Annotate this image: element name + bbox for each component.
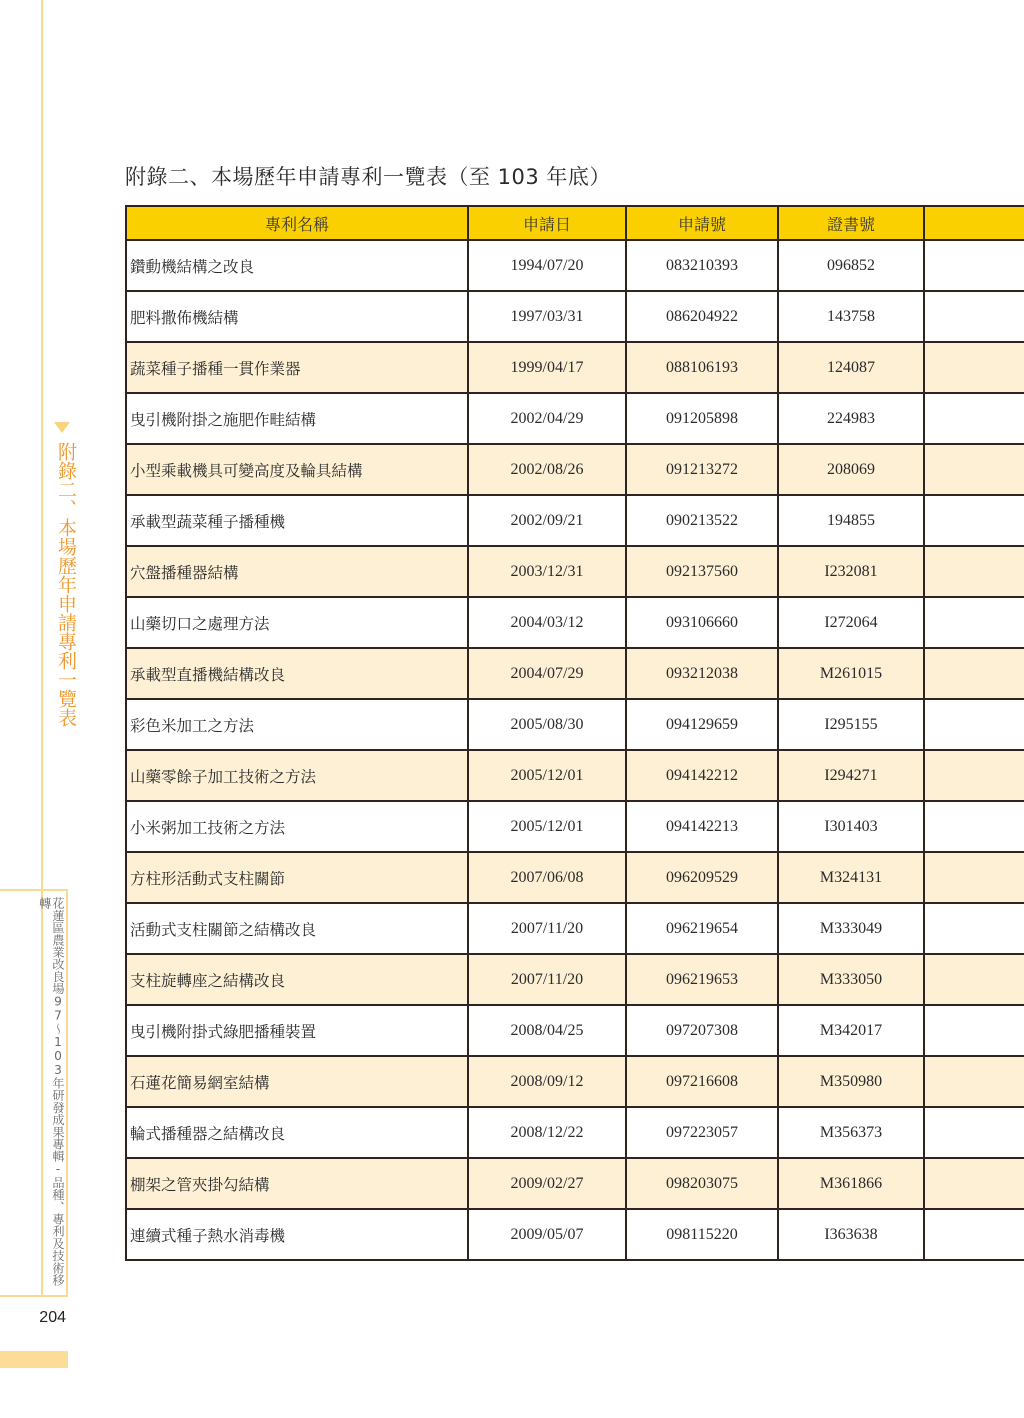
filing-date-cell: 1999/04/17 <box>468 342 626 393</box>
table-row <box>126 444 1024 495</box>
patent-name-cell: 活動式支柱關節之結構改良 <box>126 903 468 954</box>
application-number-cell: 098203075 <box>626 1158 778 1209</box>
filing-date-cell: 2009/02/27 <box>468 1158 626 1209</box>
certificate-number-cell: I301403 <box>778 801 924 852</box>
application-number-cell: 083210393 <box>626 240 778 291</box>
certificate-number-cell: I295155 <box>778 699 924 750</box>
application-number-cell: 094142213 <box>626 801 778 852</box>
chapter-side-label: 附錄二、本場歷年申請專利一覽表 <box>55 442 77 727</box>
patent-name-cell: 山藥切口之處理方法 <box>126 597 468 648</box>
certificate-number-cell: 096852 <box>778 240 924 291</box>
certificate-number-cell: M261015 <box>778 648 924 699</box>
filing-date-cell: 1997/03/31 <box>468 291 626 342</box>
extra-cell <box>924 648 1024 699</box>
application-number-cell: 093106660 <box>626 597 778 648</box>
table-row <box>126 342 1024 393</box>
certificate-number-cell: M361866 <box>778 1158 924 1209</box>
column-header-certificate-number: 證書號 <box>778 206 924 240</box>
extra-cell <box>924 393 1024 444</box>
patent-name-cell: 方柱形活動式支柱關節 <box>126 852 468 903</box>
application-number-cell: 096219654 <box>626 903 778 954</box>
patent-name-cell: 石蓮花簡易網室結構 <box>126 1056 468 1107</box>
patent-name-cell: 肥料撒佈機結構 <box>126 291 468 342</box>
filing-date-cell: 2004/03/12 <box>468 597 626 648</box>
certificate-number-cell: 224983 <box>778 393 924 444</box>
table-row <box>126 240 1024 291</box>
filing-date-cell: 2002/08/26 <box>468 444 626 495</box>
application-number-cell: 086204922 <box>626 291 778 342</box>
application-number-cell: 097216608 <box>626 1056 778 1107</box>
filing-date-cell: 2002/04/29 <box>468 393 626 444</box>
patent-name-cell: 穴盤播種器結構 <box>126 546 468 597</box>
application-number-cell: 096219653 <box>626 954 778 1005</box>
table-row <box>126 750 1024 801</box>
certificate-number-cell: M333049 <box>778 903 924 954</box>
table-header-row <box>126 206 1024 240</box>
certificate-number-cell: I294271 <box>778 750 924 801</box>
extra-cell <box>924 1056 1024 1107</box>
filing-date-cell: 2005/12/01 <box>468 750 626 801</box>
certificate-number-cell: I272064 <box>778 597 924 648</box>
extra-cell <box>924 954 1024 1005</box>
extra-cell <box>924 291 1024 342</box>
filing-date-cell: 2009/05/07 <box>468 1209 626 1260</box>
patent-name-cell: 小型乘載機具可變高度及輪具結構 <box>126 444 468 495</box>
filing-date-cell: 2007/06/08 <box>468 852 626 903</box>
application-number-cell: 091213272 <box>626 444 778 495</box>
table-row <box>126 1209 1024 1260</box>
column-header-extra <box>924 206 1024 240</box>
filing-date-cell: 2003/12/31 <box>468 546 626 597</box>
column-header-filing-date: 申請日 <box>468 206 626 240</box>
extra-cell <box>924 750 1024 801</box>
certificate-number-cell: M342017 <box>778 1005 924 1056</box>
filing-date-cell: 1994/07/20 <box>468 240 626 291</box>
certificate-number-cell: M333050 <box>778 954 924 1005</box>
table-row <box>126 648 1024 699</box>
application-number-cell: 094142212 <box>626 750 778 801</box>
filing-date-cell: 2004/07/29 <box>468 648 626 699</box>
extra-cell <box>924 852 1024 903</box>
certificate-number-cell: 208069 <box>778 444 924 495</box>
extra-cell <box>924 1158 1024 1209</box>
certificate-number-cell: 124087 <box>778 342 924 393</box>
application-number-cell: 091205898 <box>626 393 778 444</box>
filing-date-cell: 2007/11/20 <box>468 954 626 1005</box>
extra-cell <box>924 1005 1024 1056</box>
application-number-cell: 098115220 <box>626 1209 778 1260</box>
table-row <box>126 1107 1024 1158</box>
table-row <box>126 393 1024 444</box>
application-number-cell: 092137560 <box>626 546 778 597</box>
patent-name-cell: 曳引機附掛之施肥作畦結構 <box>126 393 468 444</box>
book-title-vertical: 花蓮區農業改良場97～103年研發成果專輯-品種、專利及技術移轉 <box>37 897 65 1286</box>
table-row <box>126 852 1024 903</box>
extra-cell <box>924 699 1024 750</box>
extra-cell <box>924 342 1024 393</box>
table-row <box>126 546 1024 597</box>
application-number-cell: 096209529 <box>626 852 778 903</box>
patent-name-cell: 小米粥加工技術之方法 <box>126 801 468 852</box>
column-header-patent-name: 專利名稱 <box>126 206 468 240</box>
page-accent-bar <box>0 1351 68 1368</box>
page-number: 204 <box>39 1309 66 1326</box>
filing-date-cell: 2005/08/30 <box>468 699 626 750</box>
table-row <box>126 699 1024 750</box>
patent-name-cell: 輪式播種器之結構改良 <box>126 1107 468 1158</box>
patent-name-cell: 彩色米加工之方法 <box>126 699 468 750</box>
certificate-number-cell: M356373 <box>778 1107 924 1158</box>
extra-cell <box>924 495 1024 546</box>
patent-name-cell: 鑽動機結構之改良 <box>126 240 468 291</box>
certificate-number-cell: 143758 <box>778 291 924 342</box>
extra-cell <box>924 801 1024 852</box>
certificate-number-cell: 194855 <box>778 495 924 546</box>
patent-name-cell: 棚架之管夾掛勾結構 <box>126 1158 468 1209</box>
table-row <box>126 291 1024 342</box>
patent-name-cell: 承載型蔬菜種子播種機 <box>126 495 468 546</box>
extra-cell <box>924 903 1024 954</box>
table-row <box>126 1005 1024 1056</box>
certificate-number-cell: M324131 <box>778 852 924 903</box>
application-number-cell: 088106193 <box>626 342 778 393</box>
extra-cell <box>924 1209 1024 1260</box>
patent-name-cell: 支柱旋轉座之結構改良 <box>126 954 468 1005</box>
table-row <box>126 954 1024 1005</box>
patent-name-cell: 連續式種子熱水消毒機 <box>126 1209 468 1260</box>
extra-cell <box>924 546 1024 597</box>
certificate-number-cell: M350980 <box>778 1056 924 1107</box>
filing-date-cell: 2005/12/01 <box>468 801 626 852</box>
extra-cell <box>924 240 1024 291</box>
patent-name-cell: 山藥零餘子加工技術之方法 <box>126 750 468 801</box>
application-number-cell: 097207308 <box>626 1005 778 1056</box>
filing-date-cell: 2007/11/20 <box>468 903 626 954</box>
triangle-down-icon <box>54 422 70 433</box>
filing-date-cell: 2008/12/22 <box>468 1107 626 1158</box>
patent-name-cell: 蔬菜種子播種一貫作業器 <box>126 342 468 393</box>
application-number-cell: 097223057 <box>626 1107 778 1158</box>
column-header-application-number: 申請號 <box>626 206 778 240</box>
extra-cell <box>924 444 1024 495</box>
table-row <box>126 1056 1024 1107</box>
application-number-cell: 090213522 <box>626 495 778 546</box>
table-row <box>126 495 1024 546</box>
filing-date-cell: 2008/04/25 <box>468 1005 626 1056</box>
extra-cell <box>924 1107 1024 1158</box>
table-row <box>126 597 1024 648</box>
page-title: 附錄二、本場歷年申請專利一覽表（至 103 年底） <box>125 165 611 190</box>
patent-name-cell: 曳引機附掛式綠肥播種裝置 <box>126 1005 468 1056</box>
filing-date-cell: 2008/09/12 <box>468 1056 626 1107</box>
certificate-number-cell: I363638 <box>778 1209 924 1260</box>
filing-date-cell: 2002/09/21 <box>468 495 626 546</box>
application-number-cell: 093212038 <box>626 648 778 699</box>
patent-name-cell: 承載型直播機結構改良 <box>126 648 468 699</box>
certificate-number-cell: I232081 <box>778 546 924 597</box>
table-row <box>126 801 1024 852</box>
patent-table <box>125 205 1024 1261</box>
table-row <box>126 1158 1024 1209</box>
table-row <box>126 903 1024 954</box>
application-number-cell: 094129659 <box>626 699 778 750</box>
extra-cell <box>924 597 1024 648</box>
